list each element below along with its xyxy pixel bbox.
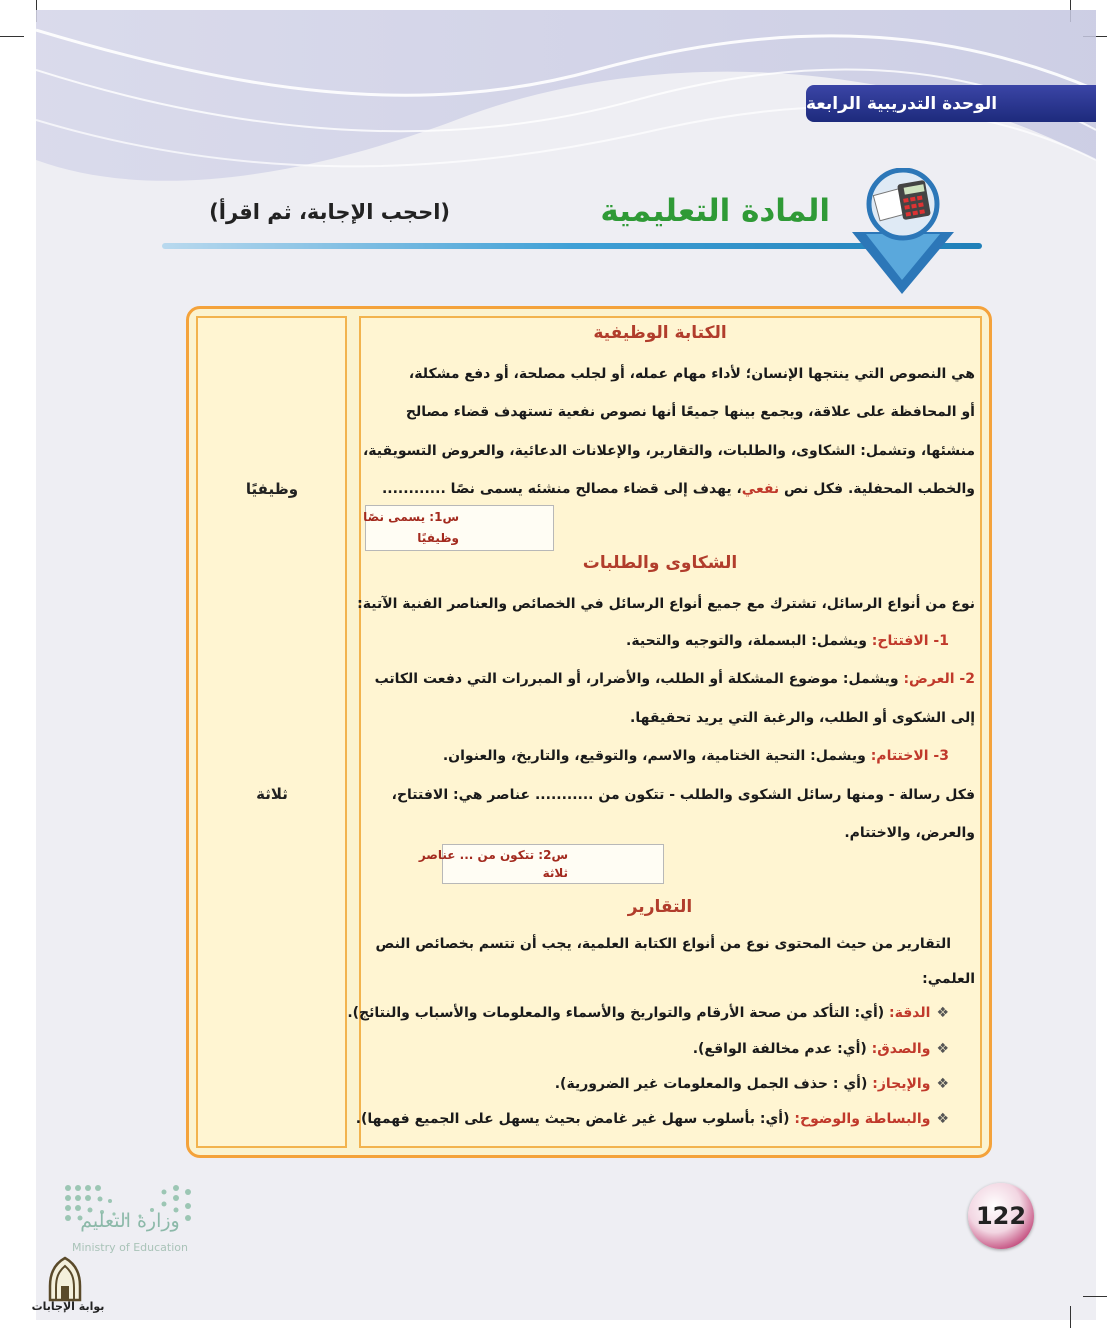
question-1-prompt: س1: يسمى نصًا xyxy=(363,510,459,524)
ministry-name-arabic: وزارة التعليم xyxy=(80,1210,180,1232)
portal-label: بوابة الإجابات xyxy=(31,1300,105,1313)
list-item-text: ويشمل: موضوع المشكلة أو الطلب، والأضرار، أو المبررات التي دفعت الكاتب xyxy=(374,671,904,687)
bullet-item xyxy=(693,1041,949,1057)
paragraph-line: والعرض، والاختتام. xyxy=(844,825,975,841)
question-2-answer: ثلاثة xyxy=(542,866,568,880)
bullet-label: الدقة: xyxy=(889,1005,931,1021)
bullet-icon: ❖ xyxy=(936,1005,949,1021)
paragraph-text: والخطب المحفلية. فكل نص xyxy=(779,481,975,497)
list-item xyxy=(443,748,949,764)
crop-mark xyxy=(1083,1296,1107,1297)
question-2-prompt: س2: تتكون من ... عناصر xyxy=(418,848,568,862)
paragraph-line: منشئها، وتشمل: الشكاوى، والطلبات، والتقارير، والإعلانات الدعائية، والعروض التسويقية، xyxy=(362,443,975,459)
instruction-text: (احجب الإجابة، ثم اقرأ) xyxy=(209,200,450,224)
list-item xyxy=(626,633,949,649)
paragraph-line: نوع من أنواع الرسائل، تشترك مع جميع أنواع الرسائل في الخصائص والعناصر الفنية الآتية: xyxy=(357,596,975,612)
bullet-label: والإيجاز: xyxy=(872,1076,931,1092)
list-item-label: 3- الاختتام: xyxy=(870,748,949,764)
reading-column xyxy=(359,316,982,1148)
question-box-1 xyxy=(365,505,554,551)
answer-1: وظيفيًا xyxy=(245,480,299,498)
unit-label: الوحدة التدريبية الرابعة xyxy=(806,93,998,114)
highlight-word: نفعي xyxy=(741,481,780,497)
bullet-item xyxy=(347,1005,949,1021)
heading-functional-writing: الكتابة الوظيفية xyxy=(593,323,727,343)
bullet-text: (أي: التأكد من صحة الأرقام والتواريخ والأسماء والمعلومات والأسباب والنتائج). xyxy=(347,1005,890,1021)
section-title: المادة التعليمية xyxy=(600,193,830,229)
page-number: 122 xyxy=(975,1202,1027,1230)
paragraph-line: هي النصوص التي ينتجها الإنسان؛ لأداء مهام عمله، أو لجلب مصلحة، أو دفع مشكلة، xyxy=(408,366,975,382)
paragraph-line: إلى الشكوى أو الطلب، والرغبة التي يريد تحقيقها. xyxy=(630,710,975,726)
paragraph-line: فكل رسالة - ومنها رسائل الشكوى والطلب - تتكون من ........... عناصر هي: الافتتاح، xyxy=(391,787,975,803)
calculator-emblem-icon xyxy=(842,168,964,296)
unit-banner xyxy=(806,85,1096,122)
question-box-2 xyxy=(418,844,664,884)
list-item-text: ويشمل: التحية الختامية، والاسم، والتوقيع، والتاريخ، والعنوان. xyxy=(442,748,871,764)
paragraph-line: التقارير من حيث المحتوى نوع من أنواع الكتابة العلمية، يجب أن تتسم بخصائص النص xyxy=(375,936,951,952)
answer-2: ثلاثة xyxy=(256,785,288,803)
bullet-item xyxy=(555,1076,949,1092)
list-item-label: 1- الافتتاح: xyxy=(871,633,949,649)
bullet-text: (أي: بأسلوب سهل غير غامض بحيث يسهل على الجميع فهمها). xyxy=(355,1111,795,1127)
list-item-label: 2- العرض: xyxy=(903,671,975,687)
paragraph-line: أو المحافظة على علاقة، ويجمع بينها جميعًا أنها نصوص نفعية تستهدف قضاء مصالح xyxy=(405,404,975,420)
bullet-text: (أي: عدم مخالفة الواقع). xyxy=(692,1041,872,1057)
bullet-label: والبساطة والوضوح: xyxy=(794,1111,931,1127)
paragraph-text: ، يهدف إلى قضاء مصالح منشئه يسمى نصًا ............ xyxy=(381,481,742,497)
bullet-item xyxy=(356,1111,949,1127)
portal-logo-icon xyxy=(44,1256,86,1302)
list-item xyxy=(375,671,975,687)
answers-column xyxy=(196,316,347,1148)
heading-complaints-requests: الشكاوى والطلبات xyxy=(582,553,738,573)
crop-mark xyxy=(0,36,24,37)
heading-reports: التقارير xyxy=(627,897,693,917)
bullet-icon: ❖ xyxy=(936,1041,949,1057)
ministry-name-english: Ministry of Education xyxy=(71,1241,188,1254)
bullet-icon: ❖ xyxy=(936,1076,949,1092)
crop-mark xyxy=(1070,1306,1071,1328)
bullet-icon: ❖ xyxy=(936,1111,949,1127)
page-number-badge xyxy=(968,1183,1034,1249)
question-1-answer: وظيفيًا xyxy=(417,531,459,545)
list-item-text: ويشمل: البسملة، والتوجيه والتحية. xyxy=(626,633,872,649)
paragraph-line xyxy=(382,481,975,497)
paragraph-line: العلمي: xyxy=(922,971,975,987)
bullet-text: (أي : حذف الجمل والمعلومات غير الضرورية). xyxy=(554,1076,873,1092)
bullet-label: والصدق: xyxy=(871,1041,931,1057)
